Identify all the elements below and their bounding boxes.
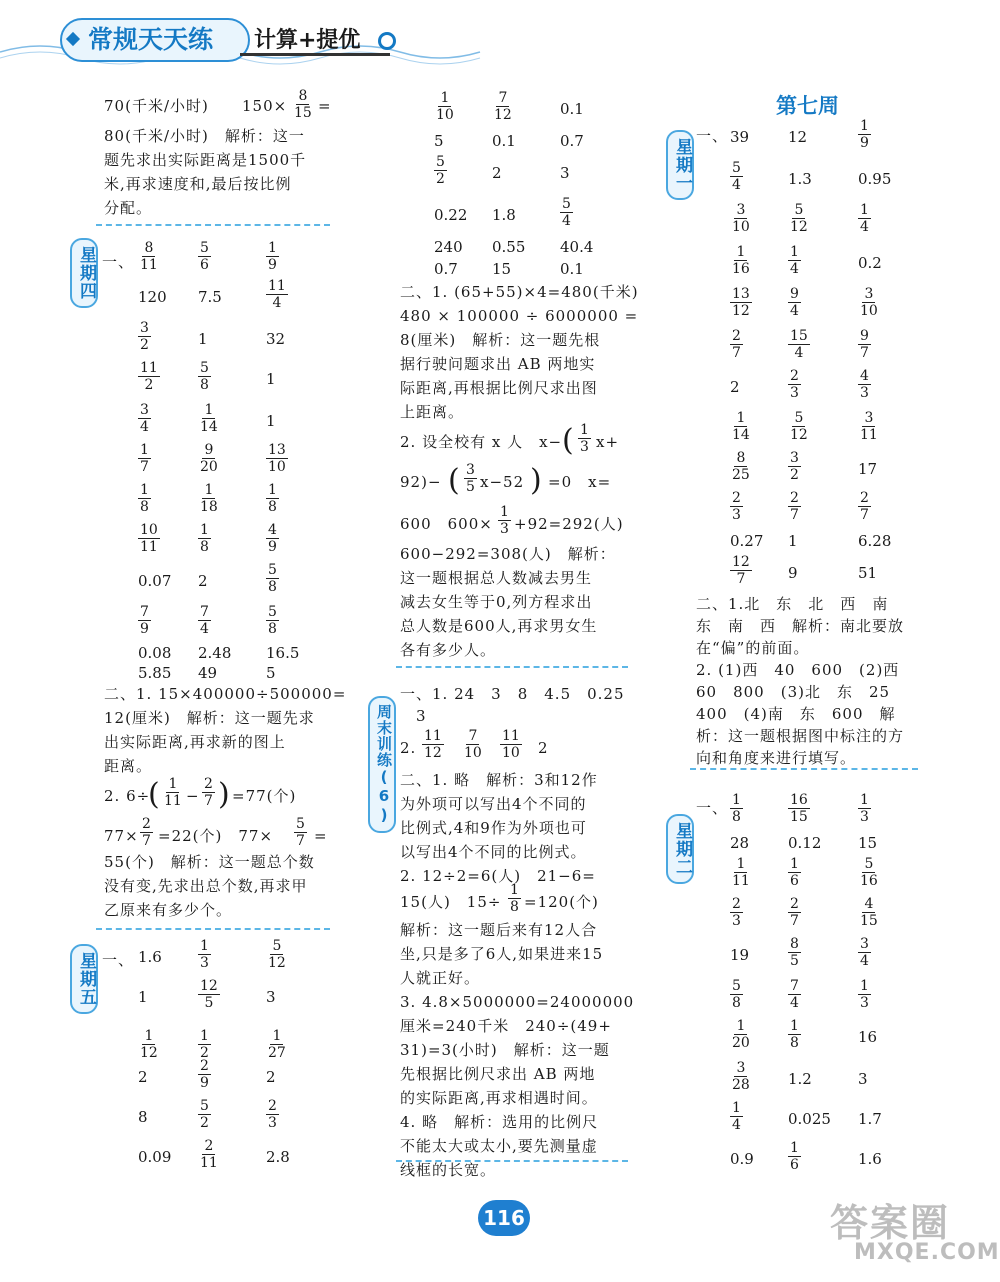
thursday-answer-cell: $\frac{13}{10}$ [268, 442, 286, 475]
col1-line5: 分配。 [104, 199, 153, 217]
col2-answer-cell: 0.55 [492, 238, 526, 256]
tuesday-answer-cell: $\frac{2}{7}$ [790, 896, 799, 929]
thursday-answer-cell: $\frac{7}{9}$ [140, 604, 149, 637]
thursday-answer-cell: 1 [266, 412, 276, 430]
monday-answer-cell: $\frac{5}{12}$ [790, 202, 808, 235]
monday-answer-cell: $\frac{15}{4}$ [790, 328, 808, 361]
tuesday-answer-cell: $\frac{1}{6}$ [790, 856, 799, 889]
tuesday-answer-cell: $\frac{1}{8}$ [790, 1018, 799, 1051]
monday-answer-cell: 51 [858, 564, 878, 582]
friday-answer-cell: $\frac{2}{9}$ [200, 1058, 209, 1091]
thu-part2-line1: 二、1. 15×400000÷500000= [104, 685, 347, 703]
thursday-answer-cell: 1 [266, 370, 276, 388]
col2-q2-line6: 减去女生等于0,列方程求出 [400, 593, 593, 611]
thursday-answer-cell: 16.5 [266, 644, 300, 662]
monday-answer-cell: $\frac{12}{7}$ [732, 554, 750, 587]
weekend-s1-line1: 一、1. 24 3 8 4.5 0.25 [400, 685, 625, 703]
col2-answer-cell: $\frac{1}{10}$ [436, 90, 454, 123]
tab-thursday: 星期四 [70, 238, 98, 308]
col2-answer-cell: 40.4 [560, 238, 594, 256]
thursday-answer-cell: $\frac{1}{14}$ [200, 402, 218, 435]
friday-answer-cell: 2.8 [266, 1148, 290, 1166]
tuesday-answer-cell: 15 [858, 834, 878, 852]
thursday-answer-cell: $\frac{3}{2}$ [140, 320, 149, 353]
tuesday-answer-cell: 1.7 [858, 1110, 882, 1128]
thursday-answer-cell: 0.08 [138, 644, 172, 662]
friday-answer-cell: 8 [138, 1108, 148, 1126]
thu-part2-line4: 距离。 [104, 757, 153, 775]
col2-answer-cell: 0.1 [560, 260, 584, 278]
tab-monday: 星期一 [666, 130, 694, 200]
thursday-answer-cell: $\frac{8}{11}$ [140, 240, 158, 273]
mon-line4: 2. (1)西 40 600 (2)西 [696, 661, 900, 679]
tuesday-answer-cell: $\frac{7}{4}$ [790, 978, 799, 1011]
col2-q2-line7: 总人数是600人,再求男女生 [400, 617, 598, 635]
friday-answer-cell: $\frac{1}{27}$ [268, 1028, 286, 1061]
monday-answer-cell: $\frac{4}{3}$ [860, 368, 869, 401]
col2-answer-cell: 240 [434, 238, 463, 256]
col2-answer-cell: 0.7 [434, 260, 458, 278]
monday-answer-cell: $\frac{2}{7}$ [860, 490, 869, 523]
thursday-answer-cell: $\frac{1}{9}$ [268, 240, 277, 273]
tuesday-answer-cell: $\frac{5}{16}$ [860, 856, 878, 889]
tab-tuesday: 星期二 [666, 814, 694, 884]
weekend-line15: 4. 略 解析：选用的比例尺 [400, 1113, 599, 1131]
weekend-s1-line1b: 3 [416, 707, 427, 725]
thu-q2-line4: 没有变,先求出总个数,再求甲 [104, 877, 308, 895]
thursday-answer-cell: $\frac{5}{8}$ [268, 562, 277, 595]
col2-q2-line8: 各有多少人。 [400, 641, 497, 659]
clock-icon [378, 32, 396, 50]
thursday-answer-cell: 5.85 [138, 664, 172, 682]
col1-line1c: = [318, 97, 332, 115]
col2-answer-cell: $\frac{5}{2}$ [436, 154, 445, 187]
col2-answer-cell: 2 [492, 164, 502, 182]
tuesday-answer-cell: $\frac{8}{5}$ [790, 936, 799, 969]
col2-answer-cell: $\frac{7}{12}$ [494, 90, 512, 123]
friday-answer-cell: 3 [266, 988, 276, 1006]
monday-answer-cell: $\frac{5}{4}$ [732, 160, 741, 193]
tab-weekend-training: 周末训练(6) [368, 696, 396, 833]
friday-answer-cell: 2 [138, 1068, 148, 1086]
section-divider [96, 928, 330, 930]
tuesday-answer-cell: 16 [858, 1028, 878, 1046]
tuesday-answer-cell: $\frac{2}{3}$ [732, 896, 741, 929]
thu-prefix: 一、 [102, 253, 135, 271]
thursday-answer-cell: 120 [138, 288, 167, 306]
monday-answer-cell: $\frac{1}{9}$ [860, 118, 869, 151]
thu-q2-line3: 55(个) 解析：这一题总个数 [104, 853, 315, 871]
col2-answer-cell: $\frac{5}{4}$ [562, 196, 571, 229]
col2-s2-line1: 二、1. (65+55)×4=480(千米) [400, 283, 639, 301]
thursday-answer-cell: $\frac{9}{20}$ [200, 442, 218, 475]
thursday-answer-cell: $\frac{5}{8}$ [268, 604, 277, 637]
weekend-line16: 不能太大或太小,要先测量虚 [400, 1137, 598, 1155]
monday-answer-cell: 12 [788, 128, 808, 146]
thu-part2-line2: 12(厘米) 解析：这一题先求 [104, 709, 315, 727]
mon-line2: 东 南 西 解析：南北要放 [696, 617, 905, 635]
tuesday-answer-cell: 0.12 [788, 834, 822, 852]
monday-answer-cell: $\frac{3}{11}$ [860, 410, 878, 443]
monday-answer-cell: $\frac{9}{4}$ [790, 286, 799, 319]
thursday-answer-cell: 2.48 [198, 644, 232, 662]
section-divider [96, 224, 330, 226]
tuesday-answer-cell: $\frac{1}{3}$ [860, 978, 869, 1011]
thursday-answer-cell: $\frac{5}{8}$ [200, 360, 209, 393]
monday-answer-cell: 6.28 [858, 532, 892, 550]
weekend-line10: 3. 4.8×5000000=24000000 [400, 993, 635, 1011]
thursday-answer-cell: $\frac{4}{9}$ [268, 522, 277, 555]
col2-s2-line2: 480 × 100000 ÷ 6000000 = [400, 307, 639, 325]
tuesday-answer-cell: 0.025 [788, 1110, 831, 1128]
friday-answer-cell: $\frac{1}{12}$ [140, 1028, 158, 1061]
tuesday-answer-cell: 19 [730, 946, 750, 964]
tuesday-answer-cell: $\frac{3}{4}$ [860, 936, 869, 969]
weekend-line4: 以写出4个不同的比例式。 [400, 843, 587, 861]
friday-answer-cell: $\frac{1}{2}$ [200, 1028, 209, 1061]
monday-answer-cell: 9 [788, 564, 798, 582]
col2-answer-cell: 0.1 [492, 132, 516, 150]
tuesday-answer-cell: 1.2 [788, 1070, 812, 1088]
fri-prefix: 一、 [102, 951, 135, 969]
tuesday-answer-cell: $\frac{4}{15}$ [860, 896, 878, 929]
thursday-answer-cell: 49 [198, 664, 218, 682]
watermark-logo: 答案圈 MXQE.COM [830, 1201, 1000, 1265]
thursday-answer-cell: 32 [266, 330, 286, 348]
col1-line2: 80(千米/小时) 解析：这一 [104, 127, 305, 145]
col1-line1-fraction: $\frac{8}{15}$ [294, 88, 312, 121]
friday-answer-cell: 1.6 [138, 948, 162, 966]
monday-answer-cell: $\frac{2}{3}$ [732, 490, 741, 523]
thursday-answer-cell: $\frac{1}{8}$ [268, 482, 277, 515]
monday-answer-cell: 2 [730, 378, 740, 396]
monday-answer-cell: $\frac{3}{2}$ [790, 450, 799, 483]
mon-line7: 析：这一题根据图中标注的方 [696, 727, 905, 745]
col2-s2-line4: 据行驶问题求出 AB 两地实 [400, 355, 596, 373]
col1-line1b: 150× [242, 97, 288, 115]
tab-friday: 星期五 [70, 944, 98, 1014]
friday-answer-cell: $\frac{2}{3}$ [268, 1098, 277, 1131]
col2-answer-cell: 3 [560, 164, 570, 182]
thursday-answer-cell: $\frac{11}{4}$ [268, 278, 286, 311]
monday-answer-cell: 17 [858, 460, 878, 478]
tuesday-answer-cell: $\frac{1}{8}$ [732, 792, 741, 825]
monday-answer-cell: $\frac{1}{4}$ [860, 202, 869, 235]
monday-answer-cell: 0.95 [858, 170, 892, 188]
thursday-answer-cell: 0.07 [138, 572, 172, 590]
col2-answer-cell: 0.7 [560, 132, 584, 150]
col2-s2-line5: 际距离,再根据比例尺求出图 [400, 379, 598, 397]
col2-answer-cell: 0.22 [434, 206, 468, 224]
header-title-left: 常规天天练 [60, 18, 250, 62]
section-divider [396, 1160, 628, 1162]
monday-answer-cell: 1.3 [788, 170, 812, 188]
col2-answer-cell: 15 [492, 260, 512, 278]
mon-line6: 400 (4)南 东 600 解 [696, 705, 896, 723]
thursday-answer-cell: $\frac{7}{4}$ [200, 604, 209, 637]
friday-answer-cell: $\frac{2}{11}$ [200, 1138, 218, 1171]
mon-line5: 60 800 (3)北 东 25 [696, 683, 891, 701]
thursday-answer-cell: $\frac{3}{4}$ [140, 402, 149, 435]
col1-line3: 题先求出实际距离是1500千 [104, 151, 307, 169]
thursday-answer-cell: 5 [266, 664, 276, 682]
col2-s2-line6: 上距离。 [400, 403, 465, 421]
monday-answer-cell: $\frac{8}{25}$ [732, 450, 750, 483]
thursday-answer-cell: 2 [198, 572, 208, 590]
col1-line4: 米,再求速度和,最后按比例 [104, 175, 292, 193]
col2-answer-cell: 0.1 [560, 100, 584, 118]
weekend-line14: 的实际距离,再求相遇时间。 [400, 1089, 598, 1107]
page-number: 116 [478, 1200, 530, 1236]
weekend-line9: 人就正好。 [400, 969, 481, 987]
weekend-line8: 坐,只是多了6人,如果进来15 [400, 945, 604, 963]
mon-line1: 二、1.北 东 北 西 南 [696, 595, 889, 613]
friday-answer-cell: 2 [266, 1068, 276, 1086]
tuesday-answer-cell: 0.9 [730, 1150, 754, 1168]
col2-s2-line3: 8(厘米) 解析：这一题先根 [400, 331, 601, 349]
monday-answer-cell: $\frac{2}{7}$ [790, 490, 799, 523]
tuesday-answer-cell: 28 [730, 834, 750, 852]
monday-answer-cell: $\frac{3}{10}$ [860, 286, 878, 319]
section-divider [396, 666, 628, 668]
weekend-line3: 比例式,4和9作为外项也可 [400, 819, 587, 837]
monday-answer-cell: $\frac{1}{16}$ [732, 244, 750, 277]
monday-answer-cell: 1 [788, 532, 798, 550]
monday-answer-cell: $\frac{5}{12}$ [790, 410, 808, 443]
thu-q2-line5: 乙原来有多少个。 [104, 901, 233, 919]
weekend-line5: 2. 12÷2=6(人) 21−6= [400, 867, 596, 885]
weekend-line13: 先根据比例尺求出 AB 两地 [400, 1065, 596, 1083]
col2-q2-line4: 600−292=308(人) 解析： [400, 545, 616, 563]
monday-answer-cell: $\frac{13}{12}$ [732, 286, 750, 319]
week-title: 第七周 [776, 94, 839, 118]
thursday-answer-cell: 7.5 [198, 288, 222, 306]
mon-prefix: 一、 [696, 127, 729, 145]
weekend-line12: 31)=3(小时) 解析：这一题 [400, 1041, 610, 1059]
monday-answer-cell: $\frac{9}{7}$ [860, 328, 869, 361]
weekend-line2: 为外项可以写出4个不同的 [400, 795, 587, 813]
thu-part2-line3: 出实际距离,再求新的图上 [104, 733, 286, 751]
friday-answer-cell: $\frac{5}{12}$ [268, 938, 286, 971]
header-title-right: 计算+提优 [240, 26, 390, 56]
thursday-answer-cell: $\frac{10}{11}$ [140, 522, 158, 555]
tue-prefix: 一、 [696, 799, 729, 817]
thursday-answer-cell: $\frac{1}{18}$ [200, 482, 218, 515]
monday-answer-cell: $\frac{1}{4}$ [790, 244, 799, 277]
friday-answer-cell: 1 [138, 988, 148, 1006]
weekend-line17: 线框的长宽。 [400, 1161, 497, 1179]
tuesday-answer-cell: $\frac{1}{6}$ [790, 1140, 799, 1173]
friday-answer-cell: $\frac{1}{3}$ [200, 938, 209, 971]
thursday-answer-cell: $\frac{11}{2}$ [140, 360, 158, 393]
friday-answer-cell: 0.09 [138, 1148, 172, 1166]
tuesday-answer-cell: $\frac{1}{20}$ [732, 1018, 750, 1051]
monday-answer-cell: 39 [730, 128, 750, 146]
monday-answer-cell: 0.27 [730, 532, 764, 550]
col2-q2-line5: 这一题根据总人数减去男生 [400, 569, 593, 587]
tuesday-answer-cell: $\frac{3}{28}$ [732, 1060, 750, 1093]
thursday-answer-cell: $\frac{1}{7}$ [140, 442, 149, 475]
weekend-line7: 解析：这一题后来有12人合 [400, 921, 598, 939]
thursday-answer-cell: $\frac{1}{8}$ [200, 522, 209, 555]
friday-answer-cell: $\frac{5}{2}$ [200, 1098, 209, 1131]
tuesday-answer-cell: 1.6 [858, 1150, 882, 1168]
tuesday-answer-cell: $\frac{16}{15}$ [790, 792, 808, 825]
weekend-line1: 二、1. 略 解析：3和12作 [400, 771, 598, 789]
tuesday-answer-cell: $\frac{1}{11}$ [732, 856, 750, 889]
tuesday-answer-cell: $\frac{1}{4}$ [732, 1100, 741, 1133]
monday-answer-cell: $\frac{1}{14}$ [732, 410, 750, 443]
friday-answer-cell: $\frac{12}{5}$ [200, 978, 218, 1011]
monday-answer-cell: $\frac{3}{10}$ [732, 202, 750, 235]
monday-answer-cell: $\frac{2}{3}$ [790, 368, 799, 401]
col2-answer-cell: 5 [434, 132, 444, 150]
mon-line8: 向和角度来进行填写。 [696, 749, 857, 767]
col1-line1a: 70(千米/小时) [104, 97, 209, 115]
tuesday-answer-cell: 3 [858, 1070, 868, 1088]
thursday-answer-cell: 1 [198, 330, 208, 348]
tuesday-answer-cell: $\frac{1}{3}$ [860, 792, 869, 825]
mon-line3: 在“偏”的前面。 [696, 639, 810, 657]
monday-answer-cell: 0.2 [858, 254, 882, 272]
monday-answer-cell: $\frac{2}{7}$ [732, 328, 741, 361]
header-banner [60, 14, 400, 66]
tuesday-answer-cell: $\frac{5}{8}$ [732, 978, 741, 1011]
thursday-answer-cell: $\frac{1}{8}$ [140, 482, 149, 515]
thursday-answer-cell: $\frac{5}{6}$ [200, 240, 209, 273]
col2-answer-cell: 1.8 [492, 206, 516, 224]
section-divider [690, 768, 918, 770]
weekend-line11: 厘米=240千米 240÷(49+ [400, 1017, 612, 1035]
